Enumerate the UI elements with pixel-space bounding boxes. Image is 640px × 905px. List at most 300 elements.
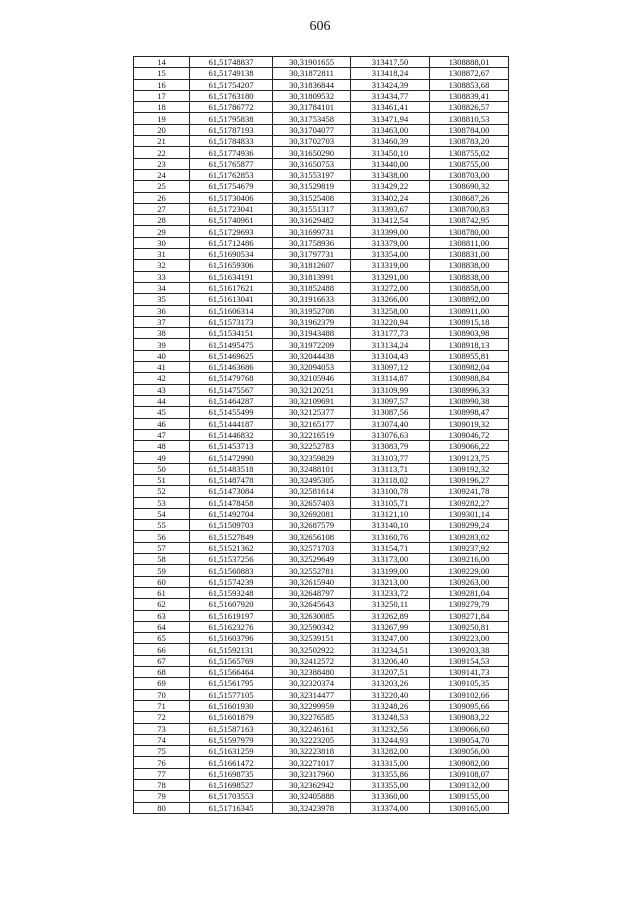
- table-cell-lon: 30,31852488: [273, 282, 351, 293]
- table-cell-num: 70: [134, 689, 190, 700]
- table-cell-lon: 30,31962379: [273, 316, 351, 327]
- table-cell-num: 17: [134, 90, 190, 101]
- table-cell-lat: 61,51754679: [190, 181, 273, 192]
- table-row: [134, 689, 509, 700]
- table-cell-num: 53: [134, 497, 190, 508]
- table-cell-lat: 61,51534151: [190, 328, 273, 339]
- table-cell-x: 313220,94: [351, 316, 430, 327]
- table-cell-y: 1309271,84: [430, 610, 509, 621]
- table-cell-lat: 61,51786772: [190, 102, 273, 113]
- table-cell-x: 313134,24: [351, 339, 430, 350]
- table-cell-lon: 30,32094053: [273, 362, 351, 373]
- table-cell-lon: 30,31525408: [273, 192, 351, 203]
- table-cell-y: 1309301,14: [430, 508, 509, 519]
- table-cell-y: 1309108,07: [430, 768, 509, 779]
- table-row: [134, 90, 509, 101]
- table-cell-lat: 61,51634191: [190, 271, 273, 282]
- table-cell-num: 79: [134, 791, 190, 802]
- table-row: [134, 395, 509, 406]
- table-cell-x: 313402,24: [351, 192, 430, 203]
- table-cell-lon: 30,32362942: [273, 780, 351, 791]
- table-cell-lon: 30,31551317: [273, 203, 351, 214]
- table-cell-lon: 30,31916633: [273, 294, 351, 305]
- table-cell-y: 1309216,00: [430, 554, 509, 565]
- table-cell-lat: 61,51748837: [190, 57, 273, 68]
- table-cell-lon: 30,32630085: [273, 610, 351, 621]
- table-row: [134, 463, 509, 474]
- table-row: [134, 554, 509, 565]
- table-cell-y: 1309095,66: [430, 700, 509, 711]
- table-cell-num: 73: [134, 723, 190, 734]
- table-cell-x: 313315,00: [351, 757, 430, 768]
- table-cell-num: 39: [134, 339, 190, 350]
- table-cell-y: 1309237,92: [430, 542, 509, 553]
- table-cell-num: 59: [134, 565, 190, 576]
- table-cell-lon: 30,31901655: [273, 57, 351, 68]
- table-cell-num: 71: [134, 700, 190, 711]
- table-cell-lat: 61,51472990: [190, 452, 273, 463]
- table-cell-lat: 61,51603796: [190, 633, 273, 644]
- table-row: [134, 768, 509, 779]
- table-cell-num: 60: [134, 576, 190, 587]
- table-cell-y: 1308826,57: [430, 102, 509, 113]
- table-cell-lat: 61,51597979: [190, 734, 273, 745]
- table-row: [134, 226, 509, 237]
- table-cell-x: 313121,10: [351, 508, 430, 519]
- table-row: [134, 418, 509, 429]
- table-row: [134, 316, 509, 327]
- table-cell-num: 37: [134, 316, 190, 327]
- table-cell-y: 1309203,38: [430, 644, 509, 655]
- table-cell-lon: 30,32246161: [273, 723, 351, 734]
- table-row: [134, 746, 509, 757]
- table-row: [134, 734, 509, 745]
- table-cell-x: 313463,00: [351, 124, 430, 135]
- table-cell-lon: 30,32657403: [273, 497, 351, 508]
- table-cell-num: 42: [134, 373, 190, 384]
- table-cell-lon: 30,32687579: [273, 520, 351, 531]
- table-cell-lon: 30,32216519: [273, 429, 351, 440]
- table-cell-lat: 61,51587163: [190, 723, 273, 734]
- table-cell-lon: 30,31836844: [273, 79, 351, 90]
- table-cell-lon: 30,31952708: [273, 305, 351, 316]
- table-cell-lat: 61,51740961: [190, 215, 273, 226]
- table-cell-num: 32: [134, 260, 190, 271]
- table-cell-lon: 30,32317960: [273, 768, 351, 779]
- table-cell-y: 1308831,00: [430, 249, 509, 260]
- table-cell-x: 313355,86: [351, 768, 430, 779]
- table-cell-num: 26: [134, 192, 190, 203]
- table-row: [134, 621, 509, 632]
- table-cell-num: 80: [134, 802, 190, 813]
- table-cell-num: 46: [134, 418, 190, 429]
- table-cell-x: 313417,50: [351, 57, 430, 68]
- table-row: [134, 452, 509, 463]
- table-row: [134, 610, 509, 621]
- table-cell-y: 1309123,75: [430, 452, 509, 463]
- table-cell-lat: 61,51765877: [190, 158, 273, 169]
- table-cell-x: 313087,56: [351, 407, 430, 418]
- table-cell-lat: 61,51509703: [190, 520, 273, 531]
- table-row: [134, 486, 509, 497]
- table-cell-num: 21: [134, 136, 190, 147]
- table-cell-lon: 30,31553197: [273, 169, 351, 180]
- table-cell-num: 30: [134, 237, 190, 248]
- table-cell-y: 1309263,00: [430, 576, 509, 587]
- table-cell-lon: 30,32044438: [273, 350, 351, 361]
- table-cell-y: 1309165,00: [430, 802, 509, 813]
- table-cell-lon: 30,32571703: [273, 542, 351, 553]
- table-cell-x: 313248,26: [351, 700, 430, 711]
- table-cell-lon: 30,32120251: [273, 384, 351, 395]
- table-cell-lat: 61,51601879: [190, 712, 273, 723]
- table-cell-num: 19: [134, 113, 190, 124]
- table-row: [134, 542, 509, 553]
- table-cell-x: 313232,56: [351, 723, 430, 734]
- table-row: [134, 373, 509, 384]
- table-cell-x: 313244,93: [351, 734, 430, 745]
- table-cell-lat: 61,51606314: [190, 305, 273, 316]
- table-cell-lat: 61,51473084: [190, 486, 273, 497]
- table-cell-lon: 30,32299959: [273, 700, 351, 711]
- table-cell-lat: 61,51787193: [190, 124, 273, 135]
- coordinates-table-body: [134, 57, 509, 814]
- table-cell-num: 64: [134, 621, 190, 632]
- table-cell-x: 313355,00: [351, 780, 430, 791]
- table-cell-x: 313109,99: [351, 384, 430, 395]
- table-cell-lat: 61,51537256: [190, 554, 273, 565]
- table-cell-num: 18: [134, 102, 190, 113]
- table-cell-lat: 61,51573173: [190, 316, 273, 327]
- table-cell-num: 22: [134, 147, 190, 158]
- table-cell-y: 1308853,68: [430, 79, 509, 90]
- table-cell-x: 313461,41: [351, 102, 430, 113]
- coordinates-table: [133, 56, 509, 814]
- table-cell-y: 1309283,02: [430, 531, 509, 542]
- table-cell-lon: 30,32276585: [273, 712, 351, 723]
- table-cell-lon: 30,32488101: [273, 463, 351, 474]
- table-cell-x: 313266,00: [351, 294, 430, 305]
- table-cell-lon: 30,31809532: [273, 90, 351, 101]
- table-row: [134, 68, 509, 79]
- table-cell-x: 313393,67: [351, 203, 430, 214]
- table-cell-y: 1309196,27: [430, 474, 509, 485]
- table-cell-lat: 61,51712486: [190, 237, 273, 248]
- table-cell-num: 35: [134, 294, 190, 305]
- table-cell-x: 313434,77: [351, 90, 430, 101]
- table-cell-num: 34: [134, 282, 190, 293]
- table-cell-y: 1308982,04: [430, 362, 509, 373]
- table-row: [134, 700, 509, 711]
- table-cell-lat: 61,51730406: [190, 192, 273, 203]
- table-cell-x: 313250,11: [351, 599, 430, 610]
- table-row: [134, 237, 509, 248]
- table-row: [134, 328, 509, 339]
- table-row: [134, 203, 509, 214]
- table-cell-num: 67: [134, 655, 190, 666]
- table-row: [134, 79, 509, 90]
- table-cell-y: 1308690,32: [430, 181, 509, 192]
- table-row: [134, 633, 509, 644]
- table-cell-x: 313220,40: [351, 689, 430, 700]
- table-cell-y: 1308780,00: [430, 226, 509, 237]
- table-cell-lon: 30,32590342: [273, 621, 351, 632]
- table-cell-num: 31: [134, 249, 190, 260]
- table-cell-y: 1309250,81: [430, 621, 509, 632]
- table-cell-x: 313140,10: [351, 520, 430, 531]
- table-row: [134, 757, 509, 768]
- table-cell-lat: 61,51453713: [190, 441, 273, 452]
- table-row: [134, 215, 509, 226]
- table-cell-x: 313097,57: [351, 395, 430, 406]
- table-cell-lat: 61,51487478: [190, 474, 273, 485]
- table-cell-lat: 61,51495475: [190, 339, 273, 350]
- table-cell-lat: 61,51723041: [190, 203, 273, 214]
- table-cell-num: 61: [134, 587, 190, 598]
- table-cell-lon: 30,32648797: [273, 587, 351, 598]
- table-cell-y: 1309282,27: [430, 497, 509, 508]
- table-cell-lon: 30,32320374: [273, 678, 351, 689]
- table-cell-num: 25: [134, 181, 190, 192]
- table-cell-num: 47: [134, 429, 190, 440]
- table-cell-y: 1308755,00: [430, 158, 509, 169]
- table-cell-lon: 30,31753458: [273, 113, 351, 124]
- table-row: [134, 102, 509, 113]
- table-cell-lat: 61,51795838: [190, 113, 273, 124]
- table-cell-lon: 30,32105946: [273, 373, 351, 384]
- table-cell-x: 313319,00: [351, 260, 430, 271]
- table-cell-num: 65: [134, 633, 190, 644]
- table-row: [134, 587, 509, 598]
- table-cell-y: 1309223,00: [430, 633, 509, 644]
- table-cell-num: 49: [134, 452, 190, 463]
- page-number: 606: [309, 19, 331, 34]
- table-row: [134, 497, 509, 508]
- table-cell-x: 313118,02: [351, 474, 430, 485]
- table-cell-lat: 61,51762853: [190, 169, 273, 180]
- table-cell-num: 78: [134, 780, 190, 791]
- table-cell-x: 313177,73: [351, 328, 430, 339]
- table-row: [134, 249, 509, 260]
- table-row: [134, 644, 509, 655]
- table-cell-lat: 61,51659306: [190, 260, 273, 271]
- table-cell-lon: 30,32223205: [273, 734, 351, 745]
- table-row: [134, 305, 509, 316]
- table-row: [134, 531, 509, 542]
- table-cell-num: 24: [134, 169, 190, 180]
- table-cell-y: 1309066,60: [430, 723, 509, 734]
- table-cell-num: 58: [134, 554, 190, 565]
- table-cell-num: 52: [134, 486, 190, 497]
- table-cell-lon: 30,32692081: [273, 508, 351, 519]
- table-cell-x: 313418,24: [351, 68, 430, 79]
- table-cell-lon: 30,31972209: [273, 339, 351, 350]
- table-cell-lon: 30,32495305: [273, 474, 351, 485]
- table-cell-y: 1308811,00: [430, 237, 509, 248]
- table-cell-lat: 61,51463686: [190, 362, 273, 373]
- table-cell-x: 313450,10: [351, 147, 430, 158]
- table-cell-lon: 30,32529649: [273, 554, 351, 565]
- table-row: [134, 294, 509, 305]
- table-row: [134, 780, 509, 791]
- table-row: [134, 441, 509, 452]
- table-cell-num: 62: [134, 599, 190, 610]
- table-cell-x: 313399,00: [351, 226, 430, 237]
- table-cell-lat: 61,51492704: [190, 508, 273, 519]
- table-cell-lat: 61,51698735: [190, 768, 273, 779]
- table-cell-y: 1309299,24: [430, 520, 509, 531]
- table-cell-lat: 61,51763180: [190, 90, 273, 101]
- table-cell-num: 40: [134, 350, 190, 361]
- table-cell-lat: 61,51749138: [190, 68, 273, 79]
- table-row: [134, 113, 509, 124]
- table-cell-y: 1309019,32: [430, 418, 509, 429]
- table-cell-num: 54: [134, 508, 190, 519]
- table-cell-x: 313412,54: [351, 215, 430, 226]
- table-cell-lon: 30,32388480: [273, 667, 351, 678]
- table-cell-lat: 61,51661472: [190, 757, 273, 768]
- table-cell-lon: 30,32223818: [273, 746, 351, 757]
- table-cell-lat: 61,51469625: [190, 350, 273, 361]
- table-cell-x: 313360,00: [351, 791, 430, 802]
- table-cell-y: 1308687,26: [430, 192, 509, 203]
- table-cell-lat: 61,51592131: [190, 644, 273, 655]
- table-cell-y: 1309102,66: [430, 689, 509, 700]
- table-cell-x: 313074,40: [351, 418, 430, 429]
- table-row: [134, 565, 509, 576]
- table-cell-y: 1309141,73: [430, 667, 509, 678]
- table-cell-num: 43: [134, 384, 190, 395]
- table-cell-x: 313248,53: [351, 712, 430, 723]
- table-cell-y: 1308892,00: [430, 294, 509, 305]
- table-cell-y: 1308838,00: [430, 260, 509, 271]
- table-row: [134, 181, 509, 192]
- table-row: [134, 599, 509, 610]
- table-cell-y: 1309132,00: [430, 780, 509, 791]
- table-row: [134, 655, 509, 666]
- table-cell-x: 313199,00: [351, 565, 430, 576]
- table-cell-x: 313083,79: [351, 441, 430, 452]
- table-cell-y: 1309046,72: [430, 429, 509, 440]
- table-cell-lon: 30,32552781: [273, 565, 351, 576]
- table-cell-lat: 61,51560883: [190, 565, 273, 576]
- table-cell-lon: 30,32539151: [273, 633, 351, 644]
- table-cell-num: 16: [134, 79, 190, 90]
- table-row: [134, 508, 509, 519]
- table-cell-lon: 30,32165177: [273, 418, 351, 429]
- table-cell-y: 1309241,78: [430, 486, 509, 497]
- table-cell-x: 313103,77: [351, 452, 430, 463]
- table-cell-lat: 61,51784833: [190, 136, 273, 147]
- table-cell-x: 313113,71: [351, 463, 430, 474]
- table-cell-num: 28: [134, 215, 190, 226]
- table-cell-lat: 61,51561795: [190, 678, 273, 689]
- table-cell-lat: 61,51607920: [190, 599, 273, 610]
- table-cell-num: 68: [134, 667, 190, 678]
- table-cell-lat: 61,51613041: [190, 294, 273, 305]
- table-cell-num: 51: [134, 474, 190, 485]
- table-cell-lat: 61,51729693: [190, 226, 273, 237]
- table-cell-lon: 30,31943488: [273, 328, 351, 339]
- table-cell-x: 313076,63: [351, 429, 430, 440]
- table-cell-lat: 61,51698527: [190, 780, 273, 791]
- table-cell-y: 1308903,98: [430, 328, 509, 339]
- table-cell-x: 313438,00: [351, 169, 430, 180]
- table-cell-lat: 61,51690534: [190, 249, 273, 260]
- table-cell-num: 66: [134, 644, 190, 655]
- table-cell-lat: 61,51577105: [190, 689, 273, 700]
- table-cell-y: 1308990,38: [430, 395, 509, 406]
- table-cell-lon: 30,31813991: [273, 271, 351, 282]
- table-cell-lat: 61,51631259: [190, 746, 273, 757]
- table-cell-lon: 30,31704077: [273, 124, 351, 135]
- table-cell-y: 1308700,83: [430, 203, 509, 214]
- table-cell-lat: 61,51464287: [190, 395, 273, 406]
- table-row: [134, 271, 509, 282]
- table-row: [134, 158, 509, 169]
- table-cell-x: 313234,51: [351, 644, 430, 655]
- table-cell-y: 1308872,67: [430, 68, 509, 79]
- table-cell-num: 69: [134, 678, 190, 689]
- table-cell-num: 76: [134, 757, 190, 768]
- table-cell-y: 1308703,00: [430, 169, 509, 180]
- table-cell-x: 313424,39: [351, 79, 430, 90]
- table-cell-num: 36: [134, 305, 190, 316]
- table-cell-y: 1309154,53: [430, 655, 509, 666]
- table-cell-y: 1309066,22: [430, 441, 509, 452]
- table-cell-num: 15: [134, 68, 190, 79]
- table-cell-lat: 61,51754207: [190, 79, 273, 90]
- table-cell-num: 14: [134, 57, 190, 68]
- table-cell-x: 313173,00: [351, 554, 430, 565]
- table-cell-y: 1308918,13: [430, 339, 509, 350]
- table-cell-x: 313291,00: [351, 271, 430, 282]
- table-cell-y: 1309083,22: [430, 712, 509, 723]
- table-cell-lat: 61,51444187: [190, 418, 273, 429]
- table-cell-lon: 30,31702703: [273, 136, 351, 147]
- table-cell-y: 1309056,00: [430, 746, 509, 757]
- table-cell-num: 38: [134, 328, 190, 339]
- table-row: [134, 124, 509, 135]
- table-cell-lat: 61,51478458: [190, 497, 273, 508]
- table-cell-num: 56: [134, 531, 190, 542]
- table-cell-lon: 30,32412572: [273, 655, 351, 666]
- table-cell-num: 55: [134, 520, 190, 531]
- table-cell-x: 313354,00: [351, 249, 430, 260]
- table-cell-y: 1309192,32: [430, 463, 509, 474]
- table-row: [134, 147, 509, 158]
- table-cell-lat: 61,51455499: [190, 407, 273, 418]
- table-cell-x: 313258,00: [351, 305, 430, 316]
- table-cell-y: 1308988,84: [430, 373, 509, 384]
- table-row: [134, 712, 509, 723]
- table-cell-num: 77: [134, 768, 190, 779]
- table-row: [134, 723, 509, 734]
- table-cell-y: 1309279,79: [430, 599, 509, 610]
- table-cell-lon: 30,32252783: [273, 441, 351, 452]
- table-cell-y: 1308915,18: [430, 316, 509, 327]
- table-cell-lat: 61,51774936: [190, 147, 273, 158]
- table-cell-lat: 61,51446832: [190, 429, 273, 440]
- table-cell-num: 41: [134, 362, 190, 373]
- table-cell-num: 23: [134, 158, 190, 169]
- table-cell-lon: 30,31784101: [273, 102, 351, 113]
- table-row: [134, 520, 509, 531]
- table-cell-y: 1308996,33: [430, 384, 509, 395]
- table-cell-num: 72: [134, 712, 190, 723]
- table-row: [134, 192, 509, 203]
- table-cell-y: 1308783,20: [430, 136, 509, 147]
